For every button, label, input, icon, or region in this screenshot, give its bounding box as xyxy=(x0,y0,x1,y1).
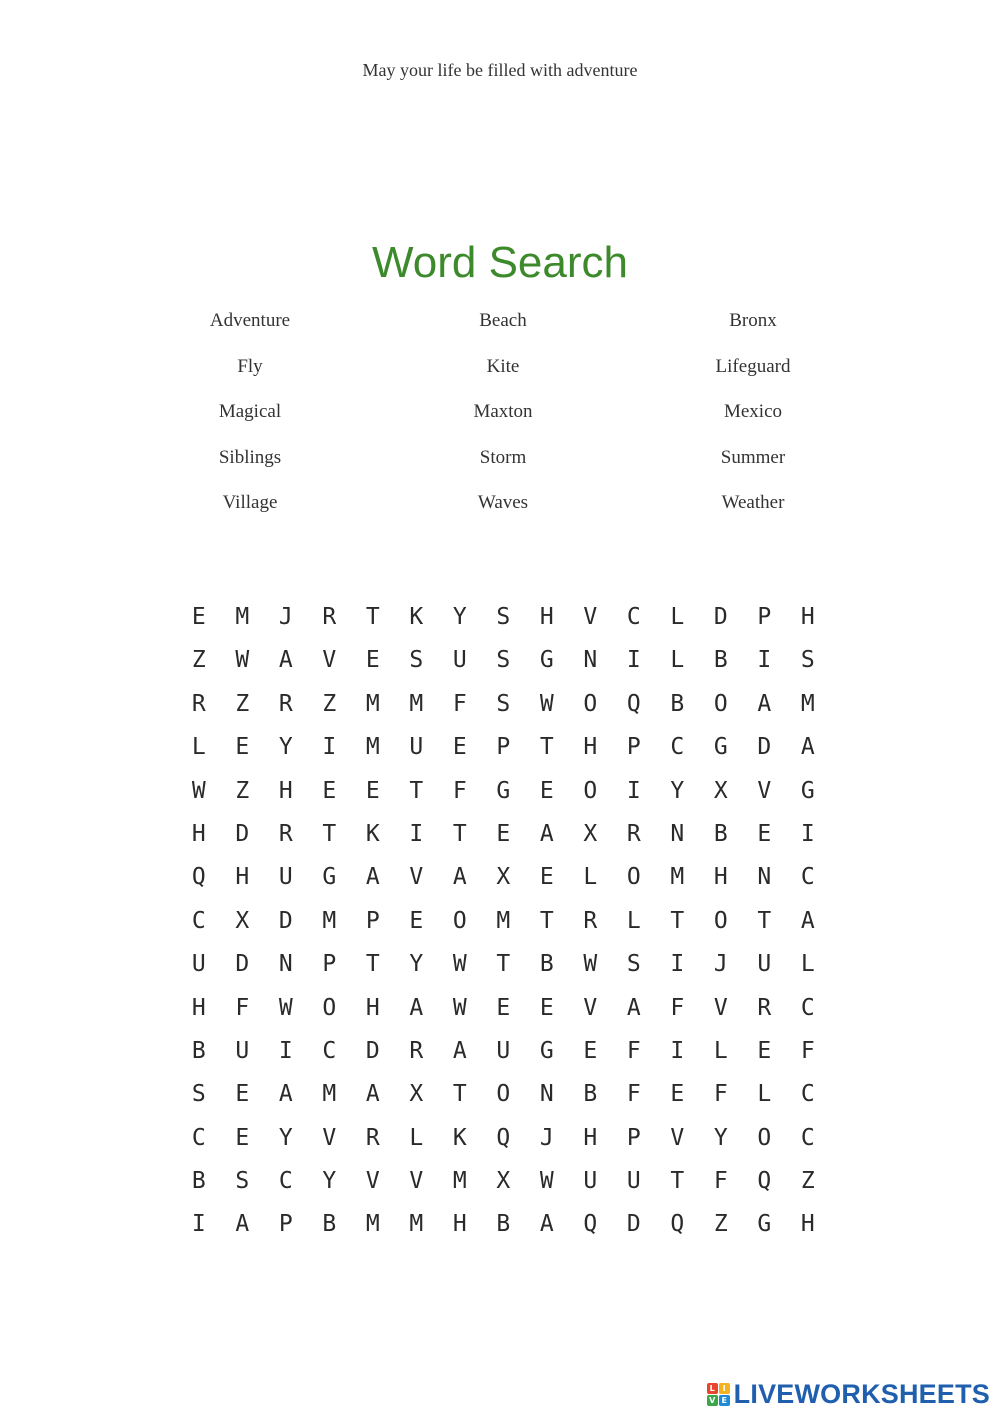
grid-cell[interactable]: P xyxy=(278,1211,293,1238)
grid-cell[interactable]: O xyxy=(452,907,467,934)
grid-cell[interactable]: A xyxy=(278,647,293,674)
grid-cell[interactable]: P xyxy=(757,604,772,630)
grid-cell[interactable]: F xyxy=(626,1081,641,1108)
grid-cell[interactable]: E xyxy=(452,734,467,761)
grid-cell[interactable]: M xyxy=(322,1081,337,1108)
worksheet-subtitle: May your life be filled with adventure xyxy=(362,60,638,80)
word-list xyxy=(125,307,875,535)
grid-cell[interactable]: V xyxy=(583,604,598,630)
word-list-item: Waves xyxy=(477,492,529,513)
grid-cell[interactable]: E xyxy=(409,907,424,934)
grid-cell[interactable]: S xyxy=(800,647,815,674)
word-list-item: Adventure xyxy=(209,310,291,331)
grid-cell[interactable]: I xyxy=(191,1211,206,1238)
word-list-item: Mexico xyxy=(723,401,783,422)
grid-cell[interactable]: A xyxy=(539,820,554,847)
grid-cell[interactable]: F xyxy=(800,1037,815,1064)
grid-cell[interactable]: A xyxy=(800,907,815,934)
grid-cell[interactable]: H xyxy=(365,994,380,1021)
grid-cell[interactable]: V xyxy=(409,1168,424,1195)
grid-cell[interactable]: J xyxy=(278,604,293,630)
grid-cell[interactable]: D xyxy=(713,604,728,630)
grid-cell[interactable]: M xyxy=(365,734,380,761)
grid-cell[interactable]: L xyxy=(191,734,206,761)
grid-cell[interactable]: Q xyxy=(670,1211,685,1238)
grid-cell[interactable]: C xyxy=(191,1124,206,1151)
grid-cell[interactable]: H xyxy=(539,604,554,630)
grid-cell[interactable]: A xyxy=(800,734,815,761)
word-list-item: Kite xyxy=(486,355,520,377)
grid-cell[interactable]: M xyxy=(235,604,250,630)
grid-cell[interactable]: E xyxy=(539,994,554,1021)
grid-cell[interactable]: A xyxy=(278,1081,293,1108)
grid-cell[interactable]: R xyxy=(278,820,293,847)
grid-cell[interactable]: R xyxy=(365,1124,380,1151)
grid-cell[interactable]: I xyxy=(278,1037,293,1064)
grid-cell[interactable]: H xyxy=(583,734,598,761)
grid-cell[interactable]: U xyxy=(409,734,424,761)
grid-cell[interactable]: U xyxy=(626,1168,641,1195)
grid-cell[interactable]: T xyxy=(452,1081,467,1108)
grid-cell[interactable]: A xyxy=(235,1211,250,1238)
grid-cell[interactable]: W xyxy=(191,777,206,804)
grid-cell[interactable]: N xyxy=(757,864,772,891)
grid-cell[interactable]: A xyxy=(409,994,424,1021)
grid-cell[interactable]: W xyxy=(278,994,293,1021)
word-list-item: Lifeguard xyxy=(715,355,791,377)
grid-cell[interactable]: R xyxy=(626,820,641,847)
grid-cell[interactable]: Z xyxy=(800,1168,815,1195)
grid-cell[interactable]: M xyxy=(322,907,337,934)
grid-cell[interactable]: Y xyxy=(670,777,685,804)
grid-cell[interactable]: H xyxy=(191,994,206,1021)
grid-cell[interactable]: B xyxy=(539,951,554,978)
grid-cell[interactable]: W xyxy=(539,690,554,717)
grid-cell[interactable]: V xyxy=(583,994,598,1021)
grid-cell[interactable]: T xyxy=(670,907,685,934)
grid-cell[interactable]: T xyxy=(365,604,380,630)
grid-cell[interactable]: A xyxy=(626,994,641,1021)
grid-cell[interactable]: K xyxy=(365,820,380,847)
grid-cell[interactable]: S xyxy=(191,1081,206,1108)
grid-cell[interactable]: C xyxy=(322,1037,337,1064)
logo-badge-letter: I xyxy=(719,1383,730,1394)
grid-cell[interactable]: G xyxy=(539,1037,554,1064)
grid-cell[interactable]: M xyxy=(365,1211,380,1238)
grid-cell[interactable]: E xyxy=(757,1037,772,1064)
grid-cell[interactable]: O xyxy=(713,907,728,934)
grid-cell[interactable]: B xyxy=(191,1168,206,1195)
word-list-item: Fly xyxy=(237,355,263,377)
grid-cell[interactable]: B xyxy=(713,647,728,674)
word-list-item: Siblings xyxy=(218,446,282,468)
grid-cell[interactable]: C xyxy=(800,864,815,891)
word-list-item: Bronx xyxy=(729,310,777,331)
word-list-item: Magical xyxy=(218,401,282,422)
grid-cell[interactable]: X xyxy=(583,820,598,847)
grid-cell[interactable]: O xyxy=(626,864,641,891)
grid-cell[interactable]: G xyxy=(539,647,554,674)
grid-cell[interactable]: W xyxy=(452,994,467,1021)
grid-cell[interactable]: N xyxy=(583,647,598,674)
grid-cell[interactable]: V xyxy=(322,647,337,674)
grid-cell[interactable]: U xyxy=(235,1037,250,1064)
grid-cell[interactable]: H xyxy=(452,1211,467,1238)
grid-cell[interactable]: H xyxy=(278,777,293,804)
grid-cell[interactable]: R xyxy=(322,604,337,630)
grid-cell[interactable]: Z xyxy=(191,647,206,674)
grid-cell[interactable]: U xyxy=(191,951,206,978)
grid-cell[interactable]: K xyxy=(409,604,424,630)
grid-cell[interactable]: A xyxy=(757,690,772,717)
grid-cell[interactable]: Y xyxy=(409,951,424,978)
grid-cell[interactable]: P xyxy=(626,1124,641,1151)
grid-cell[interactable]: E xyxy=(235,734,250,761)
grid-cell[interactable]: H xyxy=(235,864,250,891)
grid-cell[interactable]: Y xyxy=(278,734,293,761)
grid-cell[interactable]: T xyxy=(539,907,554,934)
grid-cell[interactable]: Q xyxy=(191,864,206,891)
grid-cell[interactable]: F xyxy=(713,1168,728,1195)
word-list-item: Beach xyxy=(479,310,527,331)
grid-cell[interactable]: B xyxy=(191,1037,206,1064)
grid-cell[interactable]: P xyxy=(626,734,641,761)
grid-cell[interactable]: D xyxy=(235,820,250,847)
grid-cell[interactable]: H xyxy=(191,820,206,847)
grid-cell[interactable]: Z xyxy=(713,1211,728,1238)
grid-cell[interactable]: Q xyxy=(757,1168,772,1195)
grid-cell[interactable]: E xyxy=(670,1081,685,1108)
grid-cell[interactable]: E xyxy=(583,1037,598,1064)
grid-cell[interactable]: D xyxy=(757,734,772,761)
grid-cell[interactable]: I xyxy=(670,951,685,978)
grid-cell[interactable]: V xyxy=(757,777,772,804)
grid-cell[interactable]: G xyxy=(496,777,511,804)
grid-cell[interactable]: C xyxy=(800,1124,815,1151)
grid-cell[interactable]: C xyxy=(670,734,685,761)
grid-cell[interactable]: I xyxy=(626,777,641,804)
grid-cell[interactable]: B xyxy=(496,1211,511,1238)
grid-cell[interactable]: N xyxy=(278,951,293,978)
grid-cell[interactable]: R xyxy=(583,907,598,934)
grid-cell[interactable]: W xyxy=(539,1168,554,1195)
word-list-item: Weather xyxy=(721,492,785,513)
grid-cell[interactable]: U xyxy=(452,647,467,674)
grid-cell[interactable]: L xyxy=(670,647,685,674)
grid-cell[interactable]: J xyxy=(539,1124,554,1151)
grid-cell[interactable]: E xyxy=(235,1081,250,1108)
grid-cell[interactable]: L xyxy=(409,1124,424,1151)
grid-cell[interactable]: I xyxy=(800,820,815,847)
grid-cell[interactable]: I xyxy=(757,647,772,674)
grid-cell[interactable]: M xyxy=(409,690,424,717)
grid-cell[interactable]: Z xyxy=(322,690,337,717)
grid-cell[interactable]: E xyxy=(496,994,511,1021)
grid-cell[interactable]: A xyxy=(452,1037,467,1064)
grid-cell[interactable]: O xyxy=(583,777,598,804)
grid-cell[interactable]: F xyxy=(235,994,250,1021)
grid-cell[interactable]: V xyxy=(713,994,728,1021)
grid-cell[interactable]: C xyxy=(800,994,815,1021)
grid-cell[interactable]: C xyxy=(800,1081,815,1108)
grid-cell[interactable]: E xyxy=(365,647,380,674)
grid-cell[interactable]: T xyxy=(452,820,467,847)
grid-cell[interactable]: T xyxy=(322,820,337,847)
worksheet-title: Word Search xyxy=(372,238,628,287)
grid-cell[interactable]: P xyxy=(496,734,511,761)
grid-cell[interactable]: W xyxy=(452,951,467,978)
grid-cell[interactable]: R xyxy=(757,994,772,1021)
grid-cell[interactable]: C xyxy=(626,604,641,630)
logo-badge-icon xyxy=(707,1383,730,1406)
grid-cell[interactable]: G xyxy=(322,864,337,891)
grid-cell[interactable]: Z xyxy=(235,690,250,717)
logo-badge-letter: V xyxy=(707,1395,718,1406)
grid-cell[interactable]: F xyxy=(452,690,467,717)
grid-cell[interactable]: T xyxy=(539,734,554,761)
grid-cell[interactable]: T xyxy=(670,1168,685,1195)
grid-cell[interactable]: A xyxy=(365,1081,380,1108)
grid-cell[interactable]: B xyxy=(670,690,685,717)
grid-cell[interactable]: R xyxy=(191,690,206,717)
grid-cell[interactable]: B xyxy=(713,820,728,847)
grid-cell[interactable]: I xyxy=(670,1037,685,1064)
grid-cell[interactable]: G xyxy=(757,1211,772,1238)
grid-cell[interactable]: H xyxy=(800,604,815,630)
grid-cell[interactable]: V xyxy=(322,1124,337,1151)
grid-cell[interactable]: D xyxy=(278,907,293,934)
grid-cell[interactable]: G xyxy=(713,734,728,761)
grid-cell[interactable]: J xyxy=(713,951,728,978)
grid-cell[interactable]: M xyxy=(800,690,815,717)
grid-cell[interactable]: X xyxy=(496,864,511,891)
grid-cell[interactable]: D xyxy=(626,1211,641,1238)
grid-cell[interactable]: S xyxy=(626,951,641,978)
grid-cell[interactable]: E xyxy=(191,604,206,630)
grid-cell[interactable]: C xyxy=(191,907,206,934)
grid-cell[interactable]: M xyxy=(496,907,511,934)
grid-cell[interactable]: Y xyxy=(452,604,467,630)
grid-cell[interactable]: U xyxy=(583,1168,598,1195)
grid-cell[interactable]: E xyxy=(365,777,380,804)
liveworksheets-logo xyxy=(707,1378,990,1410)
grid-cell[interactable]: F xyxy=(626,1037,641,1064)
grid-cell[interactable]: D xyxy=(365,1037,380,1064)
grid-cell[interactable]: T xyxy=(365,951,380,978)
grid-cell[interactable]: N xyxy=(670,820,685,847)
grid-cell[interactable]: O xyxy=(583,690,598,717)
grid-cell[interactable]: R xyxy=(409,1037,424,1064)
grid-cell[interactable]: W xyxy=(583,951,598,978)
grid-cell[interactable]: Z xyxy=(235,777,250,804)
grid-cell[interactable]: E xyxy=(757,820,772,847)
grid-cell[interactable]: C xyxy=(278,1168,293,1195)
grid-cell[interactable]: S xyxy=(409,647,424,674)
logo-badge-letter: E xyxy=(719,1395,730,1406)
grid-cell[interactable]: T xyxy=(409,777,424,804)
grid-cell[interactable]: H xyxy=(713,864,728,891)
grid-cell[interactable]: P xyxy=(365,907,380,934)
grid-cell[interactable]: L xyxy=(670,604,685,630)
grid-cell[interactable]: E xyxy=(539,864,554,891)
grid-cell[interactable]: A xyxy=(365,864,380,891)
grid-cell[interactable]: L xyxy=(626,907,641,934)
grid-cell[interactable]: M xyxy=(365,690,380,717)
grid-cell[interactable]: Q xyxy=(583,1211,598,1238)
grid-cell[interactable]: S xyxy=(496,604,511,630)
grid-cell[interactable]: U xyxy=(496,1037,511,1064)
grid-cell[interactable]: M xyxy=(670,864,685,891)
grid-cell[interactable]: B xyxy=(322,1211,337,1238)
grid-cell[interactable]: X xyxy=(235,907,250,934)
grid-cell[interactable]: W xyxy=(235,647,250,674)
grid-cell[interactable]: I xyxy=(626,647,641,674)
grid-cell[interactable]: P xyxy=(322,951,337,978)
grid-cell[interactable]: S xyxy=(235,1168,250,1195)
grid-cell[interactable]: U xyxy=(757,951,772,978)
grid-cell[interactable]: L xyxy=(583,864,598,891)
word-list-item: Summer xyxy=(720,446,786,468)
grid-cell[interactable]: O xyxy=(496,1081,511,1108)
grid-cell[interactable]: S xyxy=(496,690,511,717)
logo-badge-letter: L xyxy=(707,1383,718,1394)
grid-cell[interactable]: H xyxy=(583,1124,598,1151)
grid-cell[interactable]: E xyxy=(322,777,337,804)
grid-cell[interactable]: V xyxy=(365,1168,380,1195)
grid-cell[interactable]: Y xyxy=(278,1124,293,1151)
grid-cell[interactable]: K xyxy=(452,1124,467,1151)
grid-cell[interactable]: F xyxy=(713,1081,728,1108)
grid-cell[interactable]: F xyxy=(670,994,685,1021)
grid-cell[interactable]: V xyxy=(409,864,424,891)
logo-text: LIVEWORKSHEETS xyxy=(733,1378,990,1409)
word-list-item: Maxton xyxy=(473,401,533,422)
grid-cell[interactable]: B xyxy=(583,1081,598,1108)
grid-cell[interactable]: T xyxy=(496,951,511,978)
grid-cell[interactable]: E xyxy=(539,777,554,804)
grid-cell[interactable]: I xyxy=(322,734,337,761)
grid-cell[interactable]: O xyxy=(322,994,337,1021)
grid-cell[interactable]: V xyxy=(670,1124,685,1151)
grid-cell[interactable]: M xyxy=(452,1168,467,1195)
grid-cell[interactable]: R xyxy=(278,690,293,717)
grid-cell[interactable]: Q xyxy=(496,1124,511,1151)
grid-cell[interactable]: D xyxy=(235,951,250,978)
grid-cell[interactable]: E xyxy=(235,1124,250,1151)
grid-cell[interactable]: E xyxy=(496,820,511,847)
grid-cell[interactable]: X xyxy=(496,1168,511,1195)
grid-cell[interactable]: Y xyxy=(713,1124,728,1151)
grid-cell[interactable]: F xyxy=(452,777,467,804)
grid-cell[interactable]: L xyxy=(713,1037,728,1064)
grid-cell[interactable]: M xyxy=(409,1211,424,1238)
grid-cell[interactable]: O xyxy=(757,1124,772,1151)
grid-cell[interactable]: H xyxy=(800,1211,815,1238)
grid-cell[interactable]: A xyxy=(452,864,467,891)
grid-cell[interactable]: I xyxy=(409,820,424,847)
word-list-item: Storm xyxy=(479,446,527,468)
grid-cell[interactable]: G xyxy=(800,777,815,804)
grid-cell[interactable]: Q xyxy=(626,690,641,717)
grid-cell[interactable]: N xyxy=(539,1081,554,1108)
grid-cell[interactable]: X xyxy=(713,777,728,804)
grid-cell[interactable]: U xyxy=(278,864,293,891)
grid-cell[interactable]: X xyxy=(409,1081,424,1108)
grid-cell[interactable]: A xyxy=(539,1211,554,1238)
grid-cell[interactable]: O xyxy=(713,690,728,717)
letter-grid xyxy=(177,596,829,1248)
grid-cell[interactable]: L xyxy=(757,1081,772,1108)
grid-cell[interactable]: T xyxy=(757,907,772,934)
grid-cell[interactable]: Y xyxy=(322,1168,337,1195)
word-list-item: Village xyxy=(222,492,278,513)
grid-cell[interactable]: S xyxy=(496,647,511,674)
grid-cell[interactable]: L xyxy=(800,951,815,978)
